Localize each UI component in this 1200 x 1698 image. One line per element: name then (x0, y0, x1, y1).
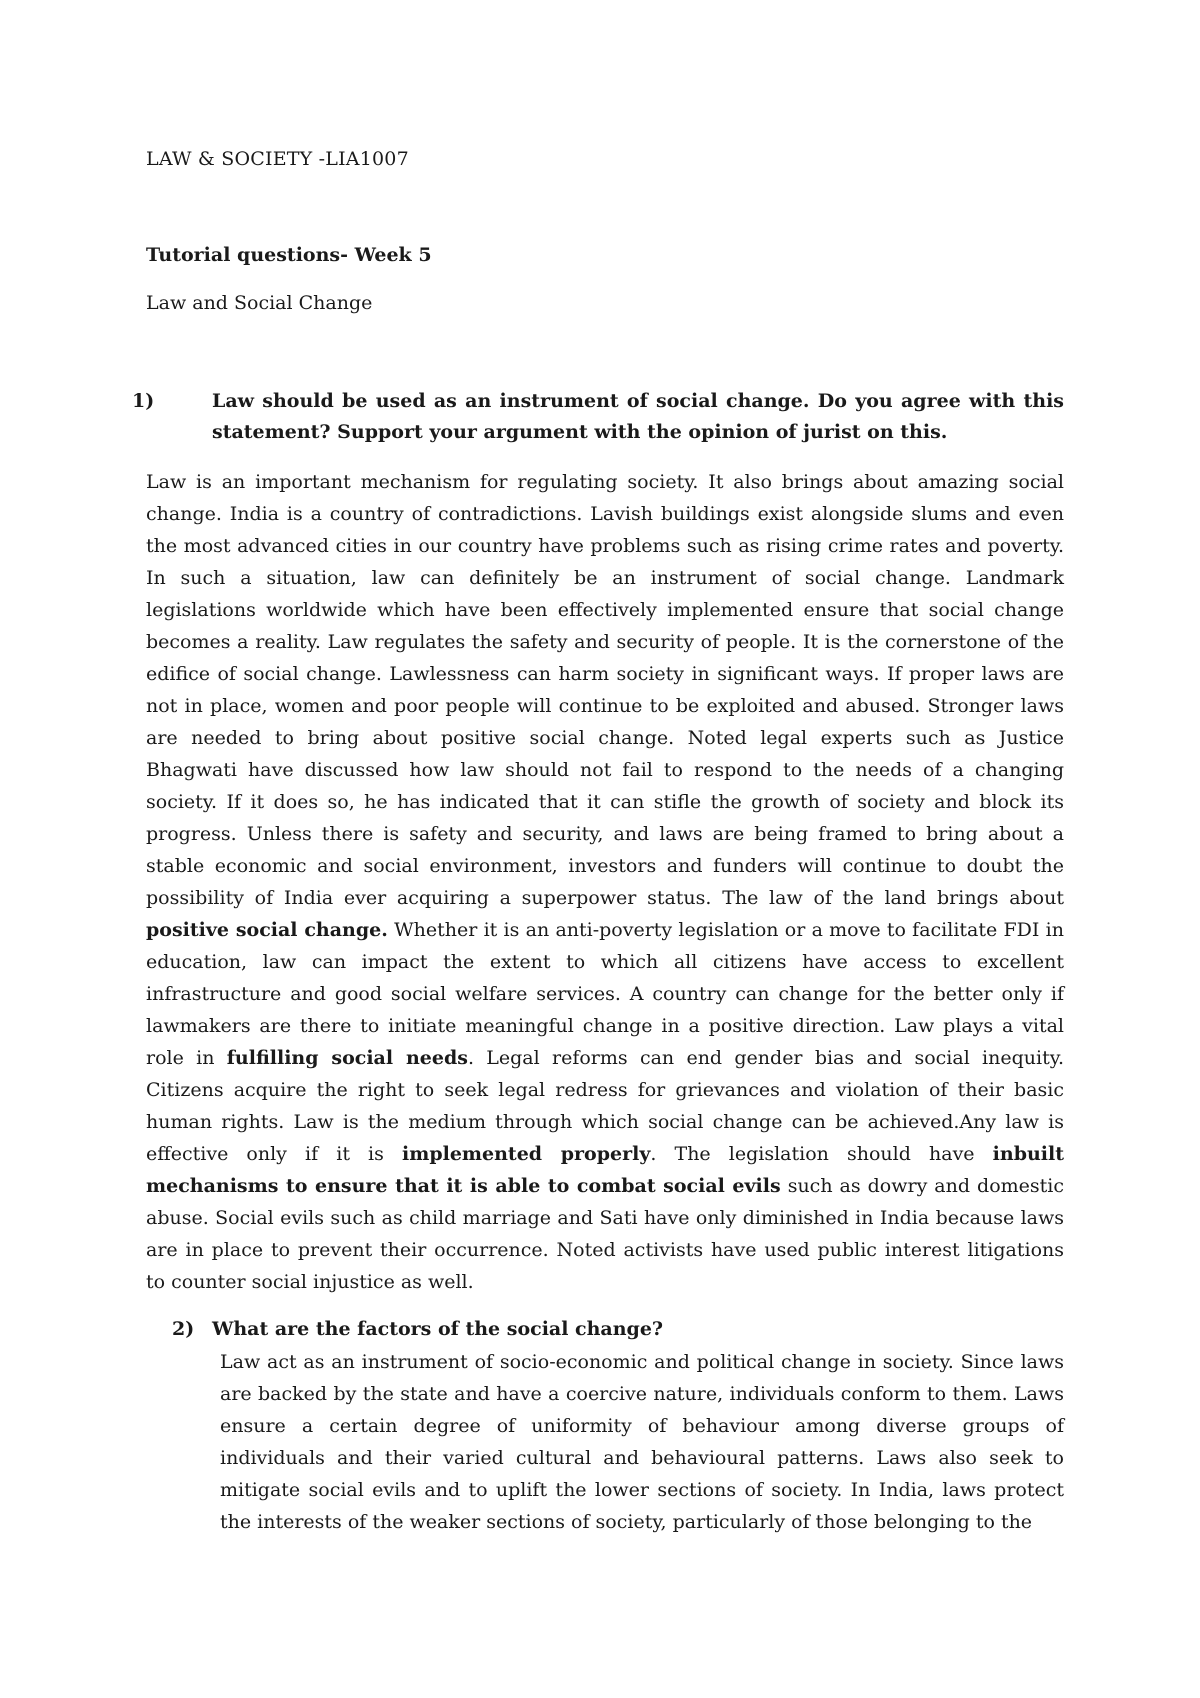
question-1-text-block (132, 386, 1064, 448)
question-1 (132, 386, 1064, 448)
answer-2 (220, 1346, 1064, 1538)
answer-1-paragraph-2-part-d: . Legal reforms can end gender bias and social inequity. Citizens acquire the right to seek legal redress for grievances and violation of their basic human rights. Law is the medium through which social change can be achieved.Any law is effective only if it is (146, 1047, 1064, 1165)
topic-heading: Law and Social Change (146, 292, 373, 314)
answer-1-paragraph-2-part-c: Whether it is an anti-poverty legislation or a move to facilitate FDI in education, law can impact the extent to which all citizens have access to excellent infrastructure and good social welfare services. A country can change for the better only if lawmakers are there to initiate meaningful change in a positive direction. Law plays a vital role in (146, 919, 1064, 1069)
answer-1-emphasis-inbuilt-mechanisms: inbuilt mechanisms to ensure that it is able to combat social evils (146, 1143, 1064, 1197)
answer-1-paragraph-1: Law is an important mechanism for regulating society. It also brings about amazing social change. India is a country of contradictions. Lavish buildings exist alongside slums and even the most advanced cities in our country have problems such as rising crime rates and poverty. In such a situation, law can definitely be an instrument of social change. Landmark legislations worldwide which have been effectively implemented ensure that social change becomes a reality. Law regulates the safety and security of people. It is the cornerstone of the edifice of social change. Lawlessness can harm society in significant ways. If proper laws are not in place, women and poor people will continue to be exploited and abused. Stronger laws are needed to bring about positive social change. Noted legal experts such as Justice Bhagwati have discussed how law should not fail to respond to the needs of a changing society. If it does so, he has indicated that it can stifle the growth of society and block its progress. Unless there is safety and security, and laws are being framed to bring about a stable economic and social environment, investors and funders will continue to doubt the possibility of India ever acquiring a superpower status. (146, 471, 1064, 909)
answer-1-paragraph-2-part-f: such as dowry and domestic abuse. Social evils such as child marriage and Sati have only diminished in India because laws are in place to prevent their occurrence. Noted activists have used public interest litigations to counter social injustice as well. (146, 1175, 1064, 1293)
answer-1-emphasis-positive-social-change: positive social change. (146, 919, 388, 941)
answer-2-paragraph-1: Law act as an instrument of socio-economic and political change in society. Since laws are backed by the state and have a coercive nature, individuals conform to them. Laws ensure a certain degree of uniformity of behaviour among diverse groups of individuals and their varied cultural and behavioural patterns. Laws also seek to mitigate social evils and to uplift the lower sections of society. In India, laws protect the interests of the weaker sections of society, particularly of those belonging to the (220, 1351, 1064, 1533)
tutorial-heading: Tutorial questions- Week 5 (146, 244, 432, 266)
question-2 (172, 1314, 1064, 1345)
course-title: LAW & SOCIETY -LIA1007 (146, 148, 409, 170)
answer-1-paragraph-2-part-a: The law of the land brings about (722, 887, 1064, 909)
question-2-text: What are the factors of the social change? (212, 1318, 664, 1340)
question-1-text: Law should be used as an instrument of social change. Do you agree with this statement? Support your argument with the opinion of jurist on this. (212, 390, 1064, 443)
answer-1-emphasis-fulfilling-social-needs: fulfilling social needs (226, 1047, 468, 1069)
answer-1 (146, 466, 1064, 1298)
question-2-number: 2) (172, 1318, 195, 1340)
answer-1-emphasis-implemented-properly: implemented properly (402, 1143, 651, 1165)
question-1-number: 1) (132, 390, 155, 412)
answer-1-paragraph-2-part-e: . The legislation should have (650, 1143, 993, 1165)
